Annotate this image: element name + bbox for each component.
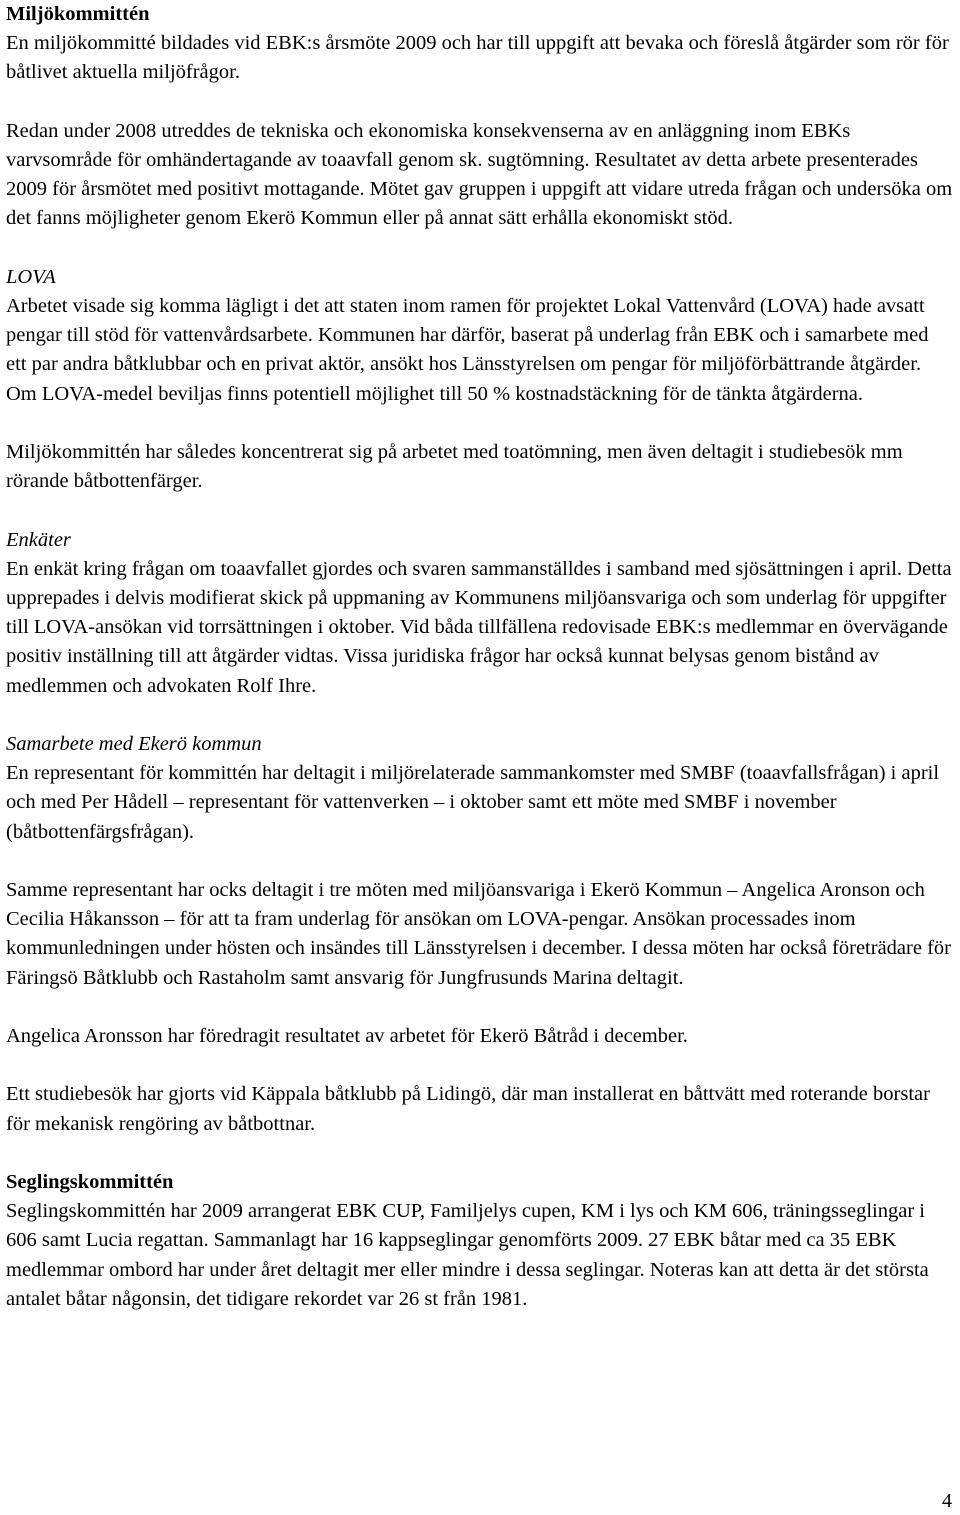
paragraph-gap	[6, 1139, 954, 1168]
enkater-section	[6, 526, 954, 701]
studiebesok-paragraph: Ett studiebesök har gjorts vid Käppala båtklubb på Lidingö, där man installerat en båttvätt med roterande borstar för mekanisk rengöring av båtbottnar.	[6, 1083, 930, 1135]
miljo-intro: En miljökommitté bildades vid EBK:s årsmöte 2009 och har till uppgift att bevaka och föreslå åtgärder som rör för båtlivet aktuella miljöfrågor.	[6, 32, 949, 84]
segling-section	[6, 1168, 954, 1314]
miljo-section	[6, 0, 954, 88]
page-number: 4	[942, 1490, 952, 1512]
paragraph-gap	[6, 88, 954, 117]
paragraph-gap	[6, 847, 954, 876]
enkater-text: En enkät kring frågan om toaavfallet gjordes och svaren sammanställdes i samband med sjösättningen i april. Detta upprepades i delvis modifierat skick på uppmaning av Kommunens miljöansvariga och som underlag för uppgifter till LOVA-ansökan vid torrsättningen i oktober. Vid båda tillfällena redovisade EBK:s medlemmar en övervägande positiv inställning till att åtgärder vidtas. Vissa juridiska frågor har också kunnat belysas genom bistånd av medlemmen och advokaten Rolf Ihre.	[6, 557, 952, 697]
paragraph-gap	[6, 234, 954, 263]
segling-heading: Seglingskommittén	[6, 1170, 174, 1193]
enkater-subheading: Enkäter	[6, 528, 71, 551]
focus-paragraph: Miljökommittén har således koncentrerat sig på arbetet med toatömning, men även deltagit i studiebesök mm rörande båtbottenfärger.	[6, 441, 903, 493]
samarbete-text: En representant för kommittén har deltagit i miljörelaterade sammankomster med SMBF (toaavfallsfrågan) i april och med Per Hådell – representant för vattenverken – i oktober samt ett möte med SMBF i november (båtbottenfärgsfrågan).	[6, 762, 940, 843]
paragraph-gap	[6, 409, 954, 438]
document-page	[6, 0, 954, 1314]
samarbete-subheading: Samarbete med Ekerö kommun	[6, 733, 262, 755]
paragraph-gap	[6, 1051, 954, 1080]
samarbete-section	[6, 730, 954, 847]
lova-section	[6, 263, 954, 409]
lova-subheading: LOVA	[6, 265, 56, 288]
segling-text: Seglingskommittén har 2009 arrangerat EBK CUP, Familjelys cupen, KM i lys och KM 606, träningsseglingar i 606 samt Lucia regattan. Sammanlagt har 16 kappseglingar genomförts 2009. 27 EBK båtar med ca 35 EBK medlemmar ombord har under året deltagit mer eller mindre i dessa seglingar. Noteras kan att detta är det största antalet båtar någonsin, det tidigare rekordet var 26 st från 1981.	[6, 1200, 929, 1310]
samma-paragraph: Samme representant har ocks deltagit i tre möten med miljöansvariga i Ekerö Kommun – Angelica Aronson och Cecilia Håkansson – för att ta fram underlag för ansökan om LOVA-pengar. Ansökan processades inom kommunledningen under hösten och insändes till Länsstyrelsen i december. I dessa möten har också företrädare för Färingsö Båtklubb och Rastaholm samt ansvarig för Jungfrusunds Marina deltagit.	[6, 879, 951, 989]
paragraph-gap	[6, 701, 954, 730]
angelica-paragraph: Angelica Aronsson har föredragit resultatet av arbetet för Ekerö Båtråd i december.	[6, 1025, 688, 1047]
paragraph-gap	[6, 993, 954, 1022]
miljo-heading: Miljökommittén	[6, 3, 150, 25]
lova-text: Arbetet visade sig komma lägligt i det att staten inom ramen för projektet Lokal Vattenvård (LOVA) hade avsatt pengar till stöd för vattenvårdsarbete. Kommunen har därför, baserat på underlag från EBK och i samarbete med ett par andra båtklubbar och en privat aktör, ansökt hos Länsstyrelsen om pengar för miljöförbättrande åtgärder. Om LOVA-medel beviljas finns potentiell möjlighet till 50 % kostnadstäckning för de tänkta åtgärderna.	[6, 295, 929, 405]
miljo-paragraph-1: Redan under 2008 utreddes de tekniska och ekonomiska konsekvenserna av en anläggning inom EBKs varvsområde för omhändertagande av toaavfall genom sk. sugtömning. Resultatet av detta arbete presenterades 2009 för årsmötet med positivt mottagande. Mötet gav gruppen i uppgift att vidare utreda frågan och undersöka om det fanns möjligheter genom Ekerö Kommun eller på annat sätt erhålla ekonomiskt stöd.	[6, 119, 953, 230]
paragraph-gap	[6, 496, 954, 525]
